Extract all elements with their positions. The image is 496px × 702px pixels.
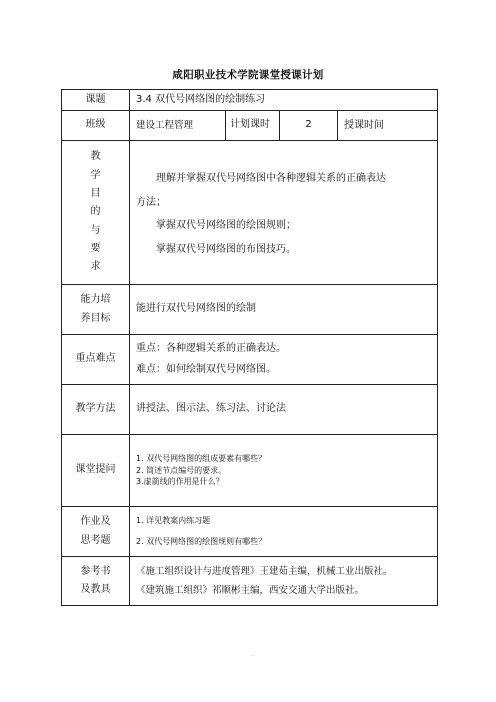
homework-item: 2. 双代号网络图的绘图规则有哪些？ — [136, 537, 267, 546]
objective-line: 掌握双代号网络图的绘图规则； — [156, 220, 296, 231]
references-label — [62, 557, 130, 606]
ability-label — [62, 285, 130, 335]
homework-label-line: 思考题 — [80, 534, 111, 546]
difficulty-text: 难点：如何绘制双代号网络图。 — [136, 363, 276, 375]
topic-value: 3.4 双代号网络图的绘制练习 — [130, 90, 438, 111]
objectives-label-char: 目 — [90, 188, 101, 200]
page-mark — [250, 655, 256, 656]
homework-label-line: 作业及 — [80, 516, 111, 527]
objectives-label-char: 要 — [90, 242, 101, 254]
teaching-time-label: 授课时间 — [344, 120, 384, 131]
planned-hours-value: 2 — [280, 111, 338, 141]
references-row — [62, 557, 438, 606]
references-label-line: 及教具 — [80, 584, 111, 595]
objectives-label-char: 教 — [90, 151, 101, 163]
key-points-content — [130, 335, 438, 385]
teaching-time-cell — [338, 111, 438, 141]
methods-label: 教学方法 — [62, 385, 130, 435]
key-points-label: 重点难点 — [62, 335, 130, 385]
references-content — [130, 557, 438, 606]
class-value: 建设工程管理 — [130, 111, 226, 141]
document-title: 咸阳职业技术学院课堂授课计划 — [172, 69, 324, 81]
question-item: 1. 双代号网络图的组成要素有哪些？ — [136, 454, 267, 464]
reference-item: 《建筑施工组织》祁顺彬主编，西安交通大学出版社。 — [136, 584, 365, 596]
lesson-plan-table — [61, 89, 438, 606]
ability-label-line: 养目标 — [80, 312, 111, 324]
methods-row — [62, 385, 438, 435]
objectives-label — [62, 141, 130, 285]
objectives-content — [130, 141, 438, 285]
class-label: 班级 — [62, 111, 130, 141]
homework-label — [62, 507, 130, 557]
questions-content — [130, 435, 438, 507]
ability-row — [62, 285, 438, 335]
reference-item: 《施工组织设计与进度管理》王建茹主编，机械工业出版社。 — [136, 565, 393, 577]
objectives-label-char: 求 — [90, 261, 101, 273]
questions-label: 课堂提问 — [62, 435, 130, 507]
objective-line: 掌握双代号网络图的布图技巧。 — [156, 243, 296, 255]
objectives-label-char: 的 — [90, 206, 101, 218]
topic-label: 课题 — [62, 90, 130, 111]
topic-row — [62, 90, 438, 111]
question-item: 2. 简述节点编号的要求。 — [136, 465, 227, 475]
class-row — [62, 111, 438, 141]
ability-label-line: 能力培 — [80, 294, 111, 305]
homework-content — [130, 507, 438, 557]
objective-line: 方法； — [136, 196, 166, 208]
objective-line: 理解并掌握双代号网络图中各种逻辑关系的正确表达 — [156, 173, 386, 184]
key-points-row — [62, 335, 438, 385]
focus-text: 重点：各种逻辑关系的正确表达。 — [136, 343, 286, 354]
references-label-line: 参考书 — [80, 565, 111, 577]
objectives-row — [62, 141, 438, 285]
homework-item: 1. 详见教案内练习题 — [136, 516, 211, 526]
objectives-label-char: 与 — [90, 224, 101, 236]
methods-value: 讲授法、图示法、练习法、讨论法 — [130, 385, 438, 435]
planned-hours-label: 计划课时 — [226, 111, 280, 141]
ability-value: 能进行双代号网络图的绘制 — [130, 285, 438, 335]
questions-row — [62, 435, 438, 507]
question-item: 3.虚箭线的作用是什么？ — [136, 477, 224, 487]
homework-row — [62, 507, 438, 557]
objectives-label-char: 学 — [90, 169, 101, 181]
